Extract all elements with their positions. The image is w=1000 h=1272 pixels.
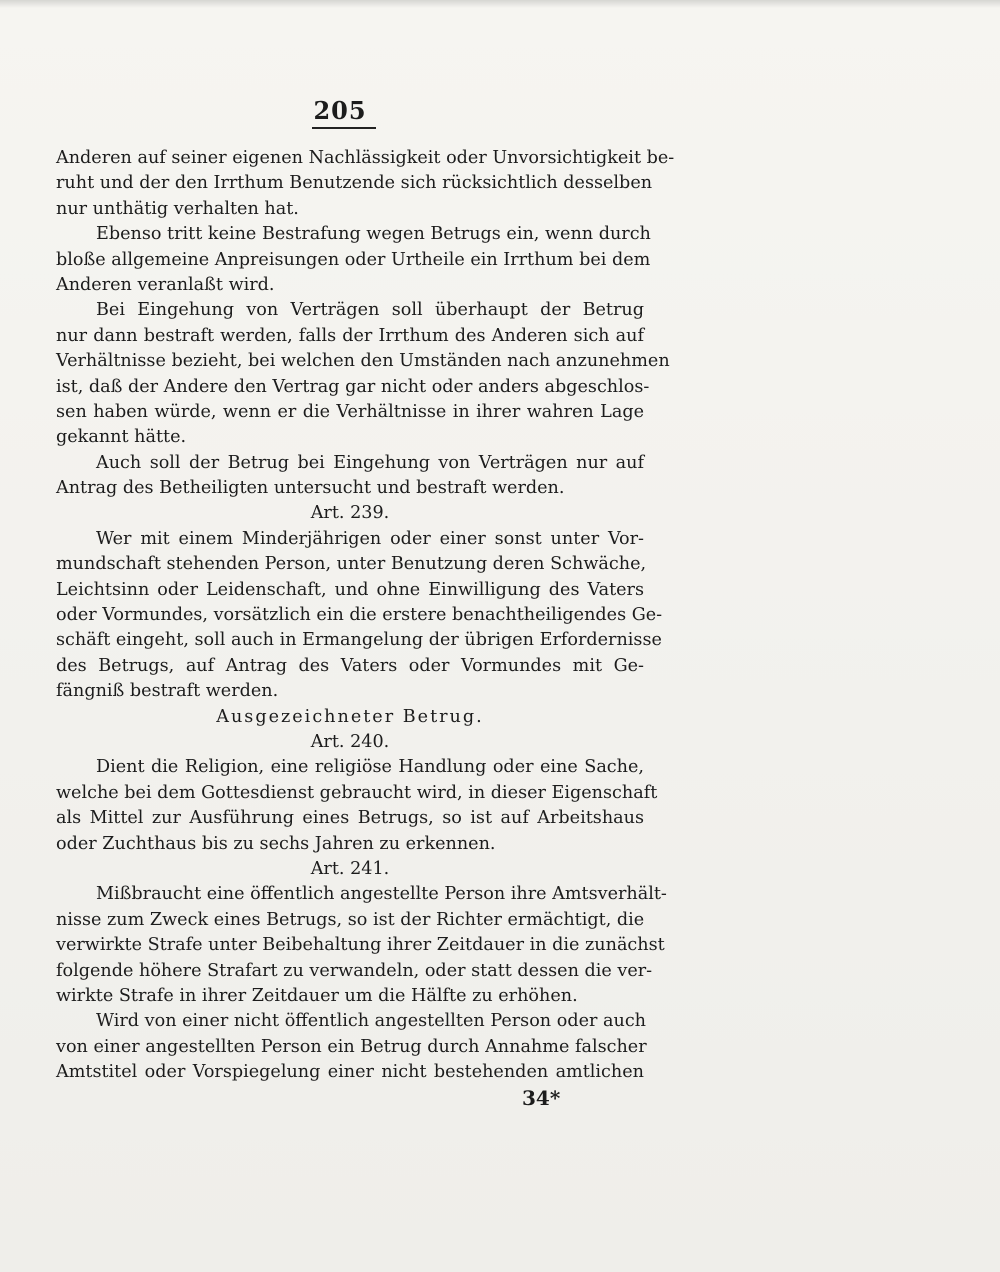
section-heading: Art. 239. <box>310 503 390 524</box>
text-line: welche bei dem Gottesdienst gebraucht wird, in dieser Eigenschaft <box>56 782 658 803</box>
text-line: verwirkte Strafe unter Beibehaltung ihrer Zeitdauer in die zunächst <box>56 935 665 956</box>
text-line: folgende höhere Strafart zu verwandeln, oder statt dessen die ver- <box>56 960 653 981</box>
text-line: Antrag des Betheiligten untersucht und bestraft werden. <box>56 478 565 499</box>
text-line: sen haben würde, wenn er die Verhältnisse in ihrer wahren Lage <box>56 401 644 422</box>
text-line: ruht und der den Irrthum Benutzende sich rücksichtlich desselben <box>56 173 653 194</box>
text-line: gekannt hätte. <box>56 427 187 448</box>
text-line: als Mittel zur Ausführung eines Betrugs, so ist auf Arbeitshaus <box>56 808 644 829</box>
text-line: bloße allgemeine Anpreisungen oder Urtheile ein Irrthum bei dem <box>56 249 651 270</box>
section-heading: Art. 241. <box>310 858 390 879</box>
scan-shadow <box>0 0 1000 8</box>
text-line: Wer mit einem Minderjährigen oder einer sonst unter Vor- <box>96 528 644 549</box>
text-line: Wird von einer nicht öffentlich angestellten Person oder auch <box>96 1011 647 1032</box>
text-line: Ebenso tritt keine Bestrafung wegen Betrugs ein, wenn durch <box>96 224 651 245</box>
body-text <box>56 146 675 1085</box>
text-line: Dient die Religion, eine religiöse Handlung oder eine Sache, <box>96 757 644 778</box>
text-line: wirkte Strafe in ihrer Zeitdauer um die Hälfte zu erhöhen. <box>56 985 578 1006</box>
text-line: nur unthätig verhalten hat. <box>56 198 299 219</box>
text-line: nisse zum Zweck eines Betrugs, so ist der Richter ermächtigt, die <box>56 909 645 930</box>
text-line: oder Vormundes, vorsätzlich ein die erstere benachtheiligendes Ge- <box>56 605 663 626</box>
text-line: Verhältnisse bezieht, bei welchen den Umständen nach anzunehmen <box>56 351 670 372</box>
text-line: nur dann bestraft werden, falls der Irrthum des Anderen sich auf <box>56 325 644 346</box>
page-number: 205 <box>313 96 367 125</box>
text-line: oder Zuchthaus bis zu sechs Jahren zu erkennen. <box>56 833 496 854</box>
signature-mark: 34* <box>522 1086 561 1110</box>
text-line: Anderen auf seiner eigenen Nachlässigkeit oder Unvorsichtigkeit be- <box>56 148 675 168</box>
text-line: von einer angestellten Person ein Betrug durch Annahme falscher <box>56 1036 647 1057</box>
text-line: Amtstitel oder Vorspiegelung einer nicht bestehenden amtlichen <box>56 1062 644 1083</box>
text-line: mundschaft stehenden Person, unter Benutzung deren Schwäche, <box>56 554 647 575</box>
section-heading: Art. 240. <box>310 731 390 752</box>
text-line: Mißbraucht eine öffentlich angestellte Person ihre Amtsverhält- <box>96 884 667 905</box>
text-line: Anderen veranlaßt wird. <box>56 274 275 295</box>
text-line: fängniß bestraft werden. <box>56 681 279 702</box>
page-number-rule <box>312 127 376 129</box>
text-line: ist, daß der Andere den Vertrag gar nicht oder anders abgeschlos- <box>56 376 650 397</box>
text-line: schäft eingeht, soll auch in Ermangelung der übrigen Erfordernisse <box>56 630 662 651</box>
text-line: des Betrugs, auf Antrag des Vaters oder Vormundes mit Ge- <box>56 655 644 676</box>
text-line: Auch soll der Betrug bei Eingehung von Verträgen nur auf <box>96 452 644 473</box>
text-line: Leichtsinn oder Leidenschaft, und ohne Einwilligung des Vaters <box>56 579 644 600</box>
section-heading: Ausgezeichneter Betrug. <box>216 706 484 727</box>
text-line: Bei Eingehung von Verträgen soll überhaupt der Betrug <box>96 300 644 321</box>
